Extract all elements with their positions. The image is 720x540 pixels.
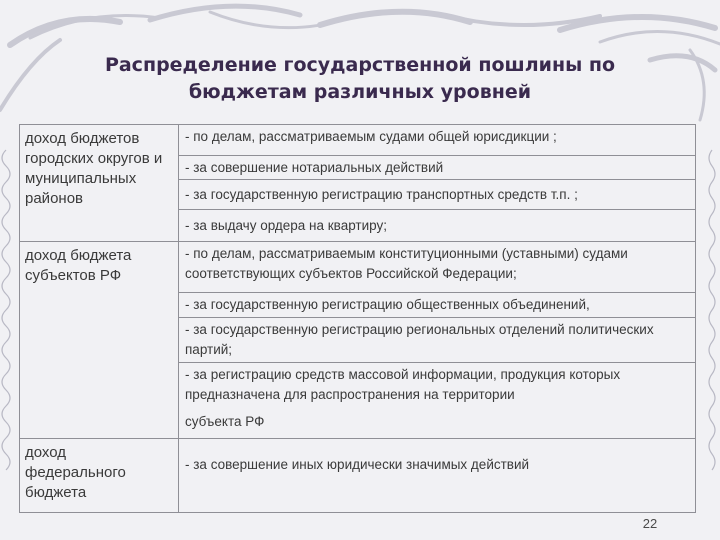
- table-cell: [179, 156, 696, 180]
- group-label-federal: доход федерального бюджета: [25, 444, 126, 501]
- duty-distribution-table: [19, 124, 696, 513]
- duty-item: - по делам, рассматриваемым судами общей юрисдикции ;: [185, 129, 557, 144]
- duty-item: - за выдачу ордера на квартиру;: [185, 218, 387, 233]
- table-cell: [179, 363, 696, 410]
- table-cell: [179, 293, 696, 318]
- duty-item: - за государственную регистрацию транспортных средств т.п. ;: [185, 187, 578, 202]
- group-label-cell: [20, 125, 179, 242]
- table-row: [20, 125, 696, 156]
- table-cell: [179, 125, 696, 156]
- duty-item: - по делам, рассматриваемым конституционными (уставными) судами соответствующих субъектов Российской Федерации;: [185, 246, 628, 281]
- table-cell: [179, 410, 696, 439]
- page-number: 22: [642, 516, 658, 531]
- group-label-cell: [20, 439, 179, 513]
- slide-title-line-1: Распределение государственной пошлины по: [104, 54, 616, 76]
- table-row: [20, 439, 696, 513]
- table-cell: [179, 210, 696, 242]
- slide-title: [0, 52, 720, 106]
- duty-item: - за регистрацию средств массовой информации, продукция которых предназначена для распространения на территории: [185, 367, 621, 402]
- group-label-regional: доход бюджета субъектов РФ: [25, 247, 132, 284]
- table-cell: [179, 180, 696, 210]
- table-cell: [179, 439, 696, 513]
- table-cell: [179, 242, 696, 293]
- duty-item: субъекта РФ: [185, 413, 265, 429]
- duty-item: - за государственную регистрацию общественных объединений,: [185, 297, 590, 312]
- duty-item: - за государственную регистрацию региональных отделений политических партий;: [185, 322, 654, 357]
- duty-item: - за совершение нотариальных действий: [185, 160, 444, 175]
- group-label-cell: [20, 242, 179, 439]
- slide-title-line-2: бюджетам различных уровней: [188, 81, 532, 103]
- table-cell: [179, 318, 696, 363]
- table-row: [20, 242, 696, 293]
- group-label-municipal: доход бюджетов городских округов и муниципальных районов: [25, 130, 163, 207]
- duty-item: - за совершение иных юридически значимых действий: [185, 457, 530, 472]
